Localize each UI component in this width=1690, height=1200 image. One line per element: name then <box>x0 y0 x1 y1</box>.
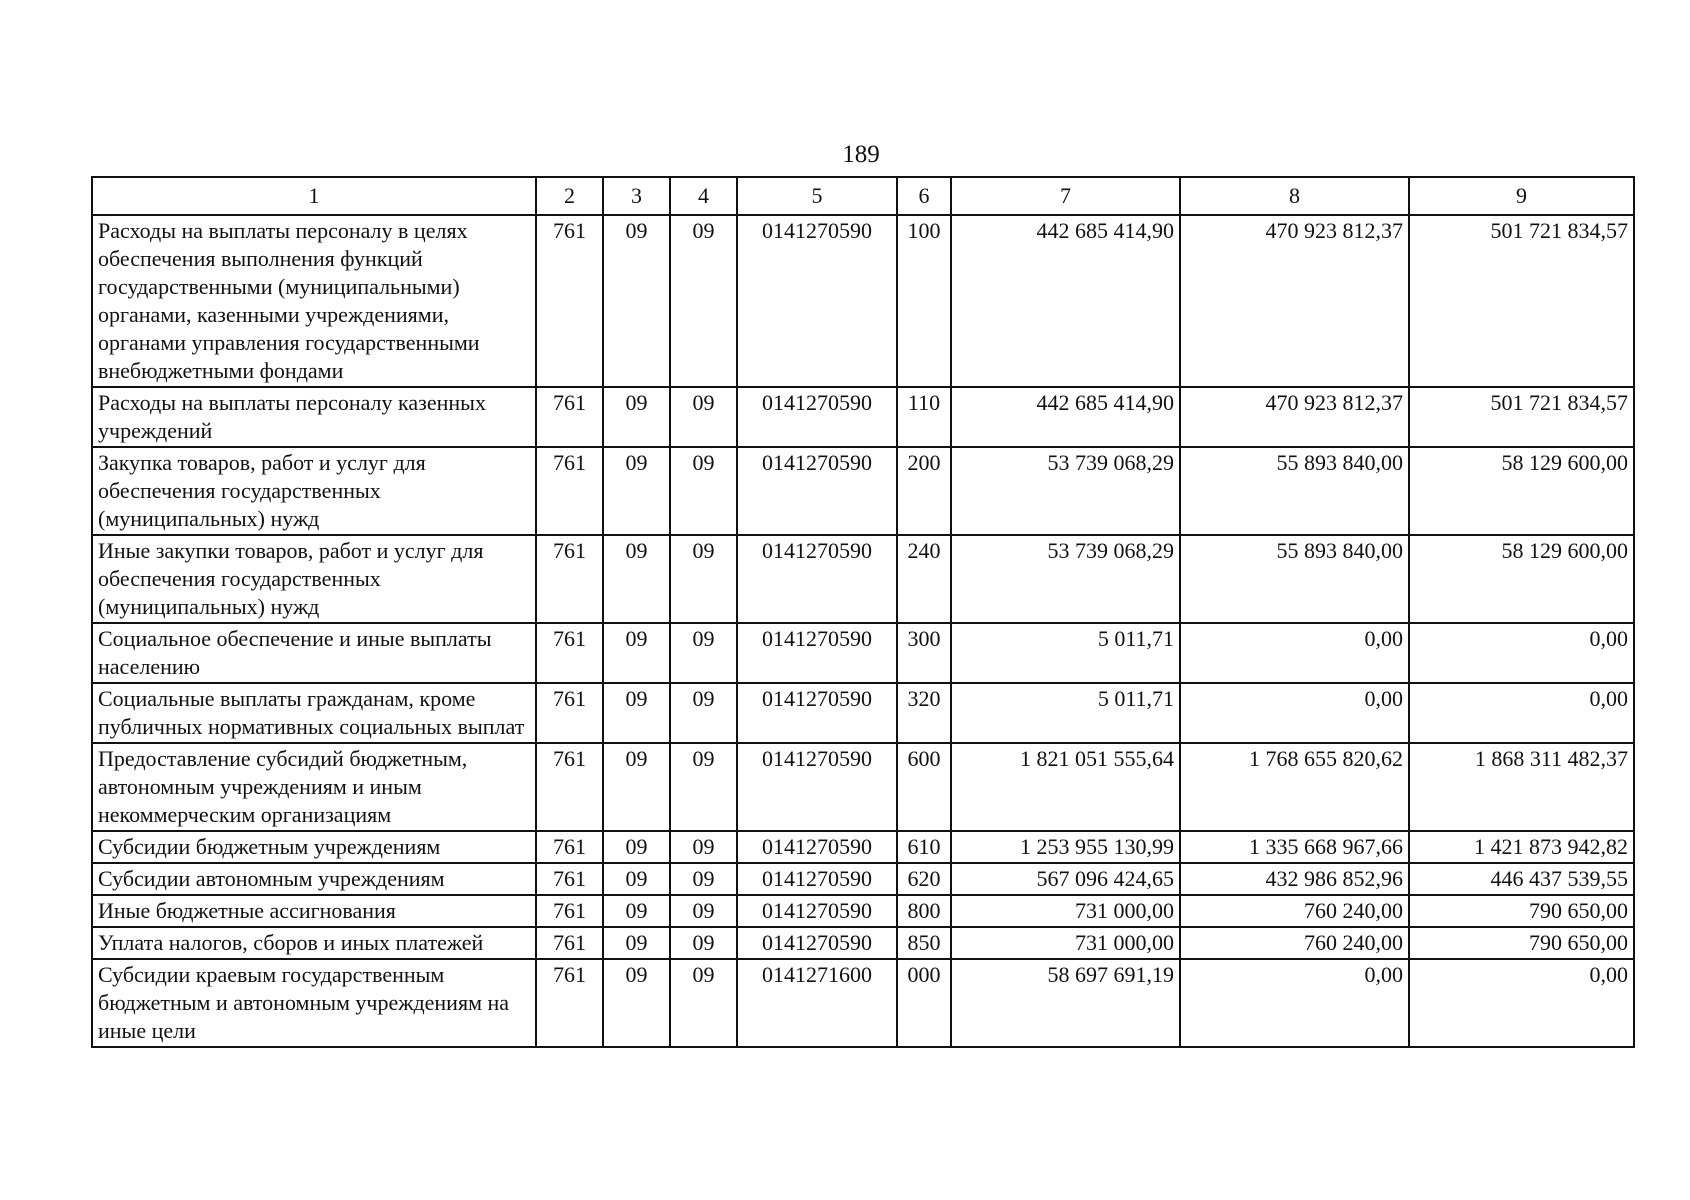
amount-column-7: 731 000,00 <box>951 927 1180 959</box>
amount-column-7: 58 697 691,19 <box>951 959 1180 1047</box>
ministry-code: 761 <box>536 215 603 387</box>
subsection-code: 09 <box>670 863 737 895</box>
section-code: 09 <box>603 447 670 535</box>
amount-column-8: 1 335 668 967,66 <box>1180 831 1409 863</box>
section-code: 09 <box>603 831 670 863</box>
section-code: 09 <box>603 535 670 623</box>
amount-column-7: 53 739 068,29 <box>951 535 1180 623</box>
expense-item-name: Иные закупки товаров, работ и услуг для обеспечения государственных (муниципальных) нужд <box>92 535 536 623</box>
ministry-code: 761 <box>536 447 603 535</box>
amount-column-7: 1 821 051 555,64 <box>951 743 1180 831</box>
amount-column-8: 432 986 852,96 <box>1180 863 1409 895</box>
section-code: 09 <box>603 959 670 1047</box>
ministry-code: 761 <box>536 683 603 743</box>
expense-type-code: 200 <box>897 447 951 535</box>
section-code: 09 <box>603 387 670 447</box>
section-code: 09 <box>603 863 670 895</box>
amount-column-7: 731 000,00 <box>951 895 1180 927</box>
page-number: 189 <box>842 141 880 168</box>
amount-column-7: 5 011,71 <box>951 623 1180 683</box>
amount-column-9: 0,00 <box>1409 959 1634 1047</box>
expense-item-name: Социальные выплаты гражданам, кроме публичных нормативных социальных выплат <box>92 683 536 743</box>
subsection-code: 09 <box>670 927 737 959</box>
column-header: 8 <box>1180 177 1409 215</box>
table-row <box>92 743 1634 831</box>
amount-column-7: 442 685 414,90 <box>951 215 1180 387</box>
column-header: 4 <box>670 177 737 215</box>
target-article-code: 0141270590 <box>737 927 897 959</box>
ministry-code: 761 <box>536 535 603 623</box>
expense-type-code: 850 <box>897 927 951 959</box>
ministry-code: 761 <box>536 387 603 447</box>
amount-column-7: 1 253 955 130,99 <box>951 831 1180 863</box>
table-row <box>92 535 1634 623</box>
amount-column-9: 58 129 600,00 <box>1409 535 1634 623</box>
column-header: 1 <box>92 177 536 215</box>
header-row <box>92 177 1634 215</box>
column-header: 6 <box>897 177 951 215</box>
table-row <box>92 895 1634 927</box>
subsection-code: 09 <box>670 387 737 447</box>
expense-item-name: Субсидии автономным учреждениям <box>92 863 536 895</box>
expense-type-code: 110 <box>897 387 951 447</box>
expense-item-name: Уплата налогов, сборов и иных платежей <box>92 927 536 959</box>
column-header: 3 <box>603 177 670 215</box>
subsection-code: 09 <box>670 535 737 623</box>
table-row <box>92 927 1634 959</box>
subsection-code: 09 <box>670 895 737 927</box>
subsection-code: 09 <box>670 447 737 535</box>
expense-item-name: Социальное обеспечение и иные выплаты населению <box>92 623 536 683</box>
table-header <box>92 177 1634 215</box>
amount-column-8: 1 768 655 820,62 <box>1180 743 1409 831</box>
section-code: 09 <box>603 683 670 743</box>
amount-column-9: 790 650,00 <box>1409 895 1634 927</box>
expense-item-name: Предоставление субсидий бюджетным, автономным учреждениям и иным некоммерческим организациям <box>92 743 536 831</box>
ministry-code: 761 <box>536 927 603 959</box>
amount-column-8: 55 893 840,00 <box>1180 535 1409 623</box>
amount-column-8: 470 923 812,37 <box>1180 387 1409 447</box>
section-code: 09 <box>603 215 670 387</box>
ministry-code: 761 <box>536 895 603 927</box>
subsection-code: 09 <box>670 683 737 743</box>
section-code: 09 <box>603 623 670 683</box>
expense-type-code: 600 <box>897 743 951 831</box>
amount-column-7: 442 685 414,90 <box>951 387 1180 447</box>
table-body <box>92 215 1634 1047</box>
amount-column-9: 1 421 873 942,82 <box>1409 831 1634 863</box>
column-header: 2 <box>536 177 603 215</box>
expense-type-code: 100 <box>897 215 951 387</box>
ministry-code: 761 <box>536 959 603 1047</box>
amount-column-9: 446 437 539,55 <box>1409 863 1634 895</box>
subsection-code: 09 <box>670 959 737 1047</box>
amount-column-8: 0,00 <box>1180 959 1409 1047</box>
target-article-code: 0141270590 <box>737 535 897 623</box>
expense-type-code: 620 <box>897 863 951 895</box>
table-row <box>92 215 1634 387</box>
column-header: 7 <box>951 177 1180 215</box>
expense-item-name: Субсидии бюджетным учреждениям <box>92 831 536 863</box>
table-row <box>92 959 1634 1047</box>
table-row <box>92 831 1634 863</box>
amount-column-9: 501 721 834,57 <box>1409 215 1634 387</box>
section-code: 09 <box>603 895 670 927</box>
column-header: 5 <box>737 177 897 215</box>
subsection-code: 09 <box>670 743 737 831</box>
expense-item-name: Субсидии краевым государственным бюджетным и автономным учреждениям на иные цели <box>92 959 536 1047</box>
amount-column-7: 567 096 424,65 <box>951 863 1180 895</box>
subsection-code: 09 <box>670 831 737 863</box>
expense-type-code: 800 <box>897 895 951 927</box>
target-article-code: 0141270590 <box>737 743 897 831</box>
expense-type-code: 000 <box>897 959 951 1047</box>
target-article-code: 0141270590 <box>737 831 897 863</box>
expense-item-name: Иные бюджетные ассигнования <box>92 895 536 927</box>
amount-column-8: 0,00 <box>1180 623 1409 683</box>
amount-column-9: 0,00 <box>1409 623 1634 683</box>
target-article-code: 0141270590 <box>737 387 897 447</box>
target-article-code: 0141270590 <box>737 447 897 535</box>
section-code: 09 <box>603 927 670 959</box>
ministry-code: 761 <box>536 831 603 863</box>
budget-table <box>91 176 1635 1048</box>
expense-item-name: Расходы на выплаты персоналу казенных учреждений <box>92 387 536 447</box>
amount-column-8: 470 923 812,37 <box>1180 215 1409 387</box>
expense-type-code: 300 <box>897 623 951 683</box>
expense-item-name: Расходы на выплаты персоналу в целях обеспечения выполнения функций государственными (муниципальными) органами, казенными учреждениями, органами управления государственными внебюджетными фондами <box>92 215 536 387</box>
ministry-code: 761 <box>536 863 603 895</box>
expense-item-name: Закупка товаров, работ и услуг для обеспечения государственных (муниципальных) нужд <box>92 447 536 535</box>
subsection-code: 09 <box>670 623 737 683</box>
ministry-code: 761 <box>536 743 603 831</box>
expense-type-code: 320 <box>897 683 951 743</box>
table-row <box>92 447 1634 535</box>
column-header: 9 <box>1409 177 1634 215</box>
amount-column-8: 760 240,00 <box>1180 927 1409 959</box>
expense-type-code: 240 <box>897 535 951 623</box>
amount-column-8: 760 240,00 <box>1180 895 1409 927</box>
table-row <box>92 683 1634 743</box>
amount-column-8: 55 893 840,00 <box>1180 447 1409 535</box>
target-article-code: 0141271600 <box>737 959 897 1047</box>
target-article-code: 0141270590 <box>737 895 897 927</box>
amount-column-9: 1 868 311 482,37 <box>1409 743 1634 831</box>
target-article-code: 0141270590 <box>737 683 897 743</box>
target-article-code: 0141270590 <box>737 215 897 387</box>
subsection-code: 09 <box>670 215 737 387</box>
amount-column-9: 58 129 600,00 <box>1409 447 1634 535</box>
amount-column-9: 790 650,00 <box>1409 927 1634 959</box>
table-row <box>92 623 1634 683</box>
amount-column-7: 53 739 068,29 <box>951 447 1180 535</box>
amount-column-8: 0,00 <box>1180 683 1409 743</box>
table-row <box>92 863 1634 895</box>
ministry-code: 761 <box>536 623 603 683</box>
table-row <box>92 387 1634 447</box>
amount-column-9: 0,00 <box>1409 683 1634 743</box>
section-code: 09 <box>603 743 670 831</box>
expense-type-code: 610 <box>897 831 951 863</box>
amount-column-9: 501 721 834,57 <box>1409 387 1634 447</box>
target-article-code: 0141270590 <box>737 623 897 683</box>
target-article-code: 0141270590 <box>737 863 897 895</box>
amount-column-7: 5 011,71 <box>951 683 1180 743</box>
